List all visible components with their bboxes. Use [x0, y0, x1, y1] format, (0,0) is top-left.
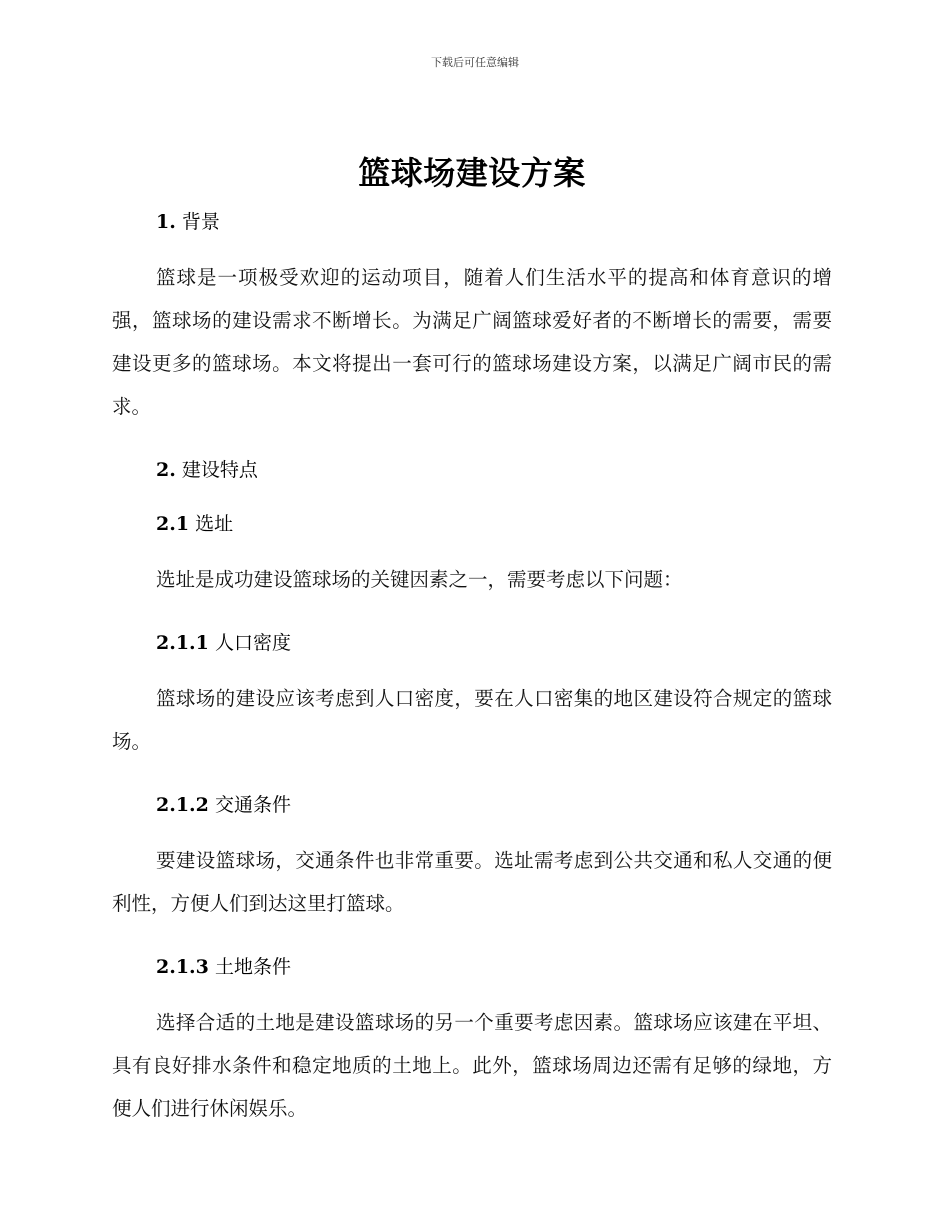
- section-number: 2.1.1: [156, 632, 209, 654]
- section-title: 选址: [195, 513, 234, 535]
- section-title: 土地条件: [214, 956, 291, 978]
- page-header-note: 下载后可任意编辑: [431, 56, 519, 69]
- paragraph-traffic: 要建设篮球场，交通条件也非常重要。选址需考虑到公共交通和私人交通的便利性，方便人们到达这里打篮球。: [112, 849, 832, 915]
- section-number: 2.1.3: [156, 956, 209, 978]
- section-heading-land: [112, 955, 832, 979]
- section-heading-population-density: [112, 631, 832, 655]
- section-title: 交通条件: [214, 794, 291, 816]
- document-body: [112, 150, 832, 1130]
- document-title: 篮球场建设方案: [358, 154, 586, 192]
- section-title: 背景: [181, 211, 220, 233]
- paragraph-land: 选择合适的土地是建设篮球场的另一个重要考虑因素。篮球场应该建在平坦、具有良好排水条件和稳定地质的土地上。此外，篮球场周边还需有足够的绿地，方便人们进行休闲娱乐。: [112, 1011, 832, 1120]
- section-number: 2.1.2: [156, 794, 209, 816]
- section-heading-features: [112, 458, 832, 482]
- section-title: 建设特点: [181, 459, 258, 481]
- section-number: 2.: [156, 459, 176, 481]
- paragraph-site-selection: 选址是成功建设篮球场的关键因素之一，需要考虑以下问题：: [156, 568, 683, 591]
- paragraph-background: 篮球是一项极受欢迎的运动项目，随着人们生活水平的提高和体育意识的增强，篮球场的建设需求不断增长。为满足广阔篮球爱好者的不断增长的需要，需要建设更多的篮球场。本文将提出一套可行的篮球场建设方案，以满足广阔市民的需求。: [112, 266, 832, 418]
- section-title: 人口密度: [214, 632, 291, 654]
- paragraph-population-density: 篮球场的建设应该考虑到人口密度，要在人口密集的地区建设符合规定的篮球场。: [112, 687, 832, 753]
- section-heading-site-selection: [112, 512, 832, 536]
- section-heading-traffic: [112, 793, 832, 817]
- section-number: 2.1: [156, 513, 190, 535]
- section-number: 1.: [156, 211, 176, 233]
- section-heading-background: [112, 210, 832, 234]
